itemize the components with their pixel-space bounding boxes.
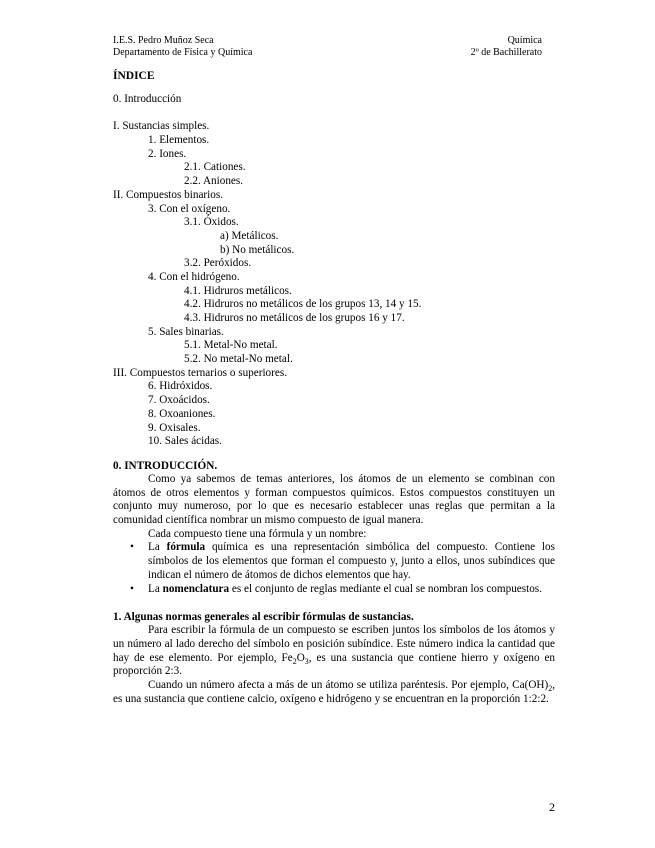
toc-item: 2.2. Aniones. bbox=[184, 175, 244, 188]
toc-item: 5.2. No metal-No metal. bbox=[184, 353, 293, 366]
toc-item: 10. Sales ácidas. bbox=[148, 435, 222, 448]
bullet-icon: • bbox=[130, 541, 134, 554]
toc-item: 4. Con el hidrógeno. bbox=[148, 270, 240, 283]
toc-item: a) Metálicos. bbox=[220, 229, 279, 242]
page-header-right bbox=[465, 35, 542, 59]
toc-item: 9. Oxisales. bbox=[148, 421, 201, 434]
section-1-title: 1. Algunas normas generales al escribir fórmulas de sustancias. bbox=[113, 611, 414, 624]
toc-item: 4.2. Hidruros no metálicos de los grupos 13, 14 y 15. bbox=[184, 298, 422, 311]
document-body bbox=[113, 69, 555, 706]
section-1-paragraph-2: Cuando un número afecta a más de un átomo se utiliza paréntesis. Por ejemplo, $Ca(OH)_2$, es una sustancia que contiene calcio, oxígeno e hidrógeno y se encuentran en la proporción 1:2:2. bbox=[113, 679, 555, 705]
definition-list bbox=[113, 541, 555, 596]
intro-section-title: 0. INTRODUCCIÓN. bbox=[113, 459, 218, 472]
school-name: I.E.S. Pedro Muñoz Seca bbox=[113, 35, 214, 46]
toc-item: 5.1. Metal-No metal. bbox=[184, 339, 278, 352]
subject-name: Química bbox=[507, 35, 542, 46]
list-item-formula: • La fórmula química es una representación simbólica del compuesto. Contiene los símbolos de los elementos que forman el compuesto y, junto a ellos, unos subíndices que indican el número de átomos de dichos elementos que hay. bbox=[130, 541, 555, 581]
toc-list bbox=[113, 120, 555, 449]
toc-intro: 0. Introducción bbox=[113, 93, 182, 105]
page-header-left bbox=[113, 35, 252, 59]
toc-item: 8. Oxoaniones. bbox=[148, 407, 216, 420]
course-name: 2º de Bachillerato bbox=[470, 47, 542, 58]
toc-item: 2.1. Cationes. bbox=[184, 161, 246, 174]
list-item-nomenclature: • La nomenclatura es el conjunto de reglas mediante el cual se nombran los compuestos. bbox=[130, 582, 542, 595]
toc-item: 1. Elementos. bbox=[148, 134, 210, 147]
spacer bbox=[113, 107, 555, 121]
toc-item: 2. Iones. bbox=[148, 147, 187, 160]
toc-item: 6. Hidróxidos. bbox=[148, 380, 213, 393]
toc-item: I. Sustancias simples. bbox=[113, 120, 210, 133]
toc-item: III. Compuestos ternarios o superiores. bbox=[113, 366, 287, 379]
toc-item: 3. Con el oxígeno. bbox=[148, 202, 231, 215]
toc-title: ÍNDICE bbox=[113, 70, 155, 82]
page-number: 2 bbox=[549, 800, 555, 814]
intro-paragraph-2: Cada compuesto tiene una fórmula y un nombre: bbox=[148, 527, 367, 540]
toc-item: 7. Oxoácidos. bbox=[148, 394, 210, 407]
intro-paragraph-1: Como ya sabemos de temas anteriores, los átomos de un elemento se combinan con átomos de otros elementos y forman compuestos químicos. Estos compuestos constituyen un conjunto muy numeroso, por lo que es necesario establecer unas reglas que permitan a la comunidad científica nombrar un mismo compuesto de igual manera. bbox=[113, 472, 555, 526]
toc-item: b) No metálicos. bbox=[220, 243, 295, 256]
toc-item: 4.3. Hidruros no metálicos de los grupos 16 y 17. bbox=[184, 312, 405, 324]
toc-item: 3.1. Óxidos. bbox=[184, 216, 239, 229]
toc-item: II. Compuestos binarios. bbox=[113, 188, 224, 201]
toc-item: 5. Sales binarias. bbox=[148, 325, 224, 338]
bullet-icon: • bbox=[130, 582, 134, 595]
term-nomenclature: nomenclatura bbox=[162, 582, 230, 595]
toc-item: 3.2. Peróxidos. bbox=[184, 257, 252, 270]
toc-item: 4.1. Hidruros metálicos. bbox=[184, 284, 292, 297]
department-name: Departamento de Física y Química bbox=[113, 47, 253, 58]
term-formula: fórmula bbox=[166, 541, 206, 554]
section-1-paragraph-1: Para escribir la fórmula de un compuesto se escriben juntos los símbolos de los átomos y un número al lado derecho del símbolo en posición subíndice. Este número indica la cantidad que hay de ese elemento. Por ejemplo, $Fe_2O_3$, es una sustancia que contiene hierro y oxígeno en proporción 2:3. bbox=[113, 624, 556, 678]
